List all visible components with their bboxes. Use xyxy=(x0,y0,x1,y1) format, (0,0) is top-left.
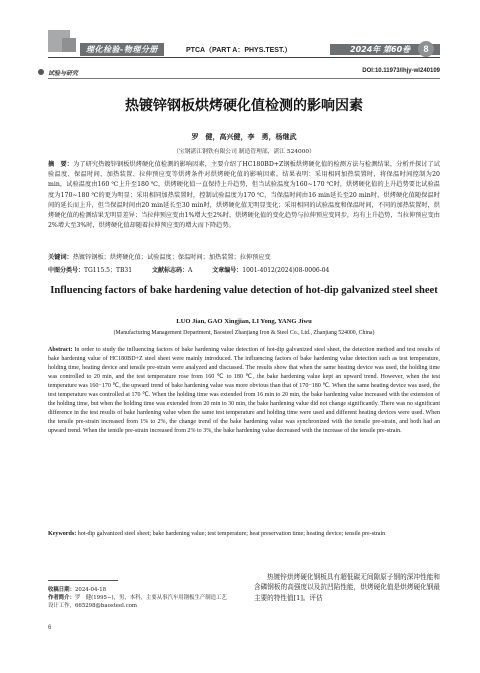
cn-abstract-text: 为了研究热镀锌钢板烘烤硬化值检测的影响因素，主要介绍了HC180BD+Z钢板烘烤硬化值的检测方法与检测结果，分析并探讨了试验温度、保温时间、加热装置、拉伸预应变等烘烤条件对烘烤硬化值的影响因素。结果表明：采用相同加热装置时，将保温时间控制为20 min，试验温度由160 ℃上升至180 ℃，烘烤硬化值一直保持上升趋势，但当试验温度为160~170 ℃时，烘烤硬化值的上升趋势要比试验温度为170~180 ℃的更为明显；采用相同加热装置时，控制试验温度为170 ℃，当保温时间由16 min延长至20 min时，烘烤硬化值随保温时间的延长而上升，但当保温时间由20 min延长至30 min时，烘烤硬化值无明显变化；采用相同的试验温度和保温时间，不同的加热装置时，烘烤硬化值的检测结果无明显差异；当拉伸预应变由1%增大至2%时，烘烤硬化值的变化趋势与拉伸预应变同步，均有上升趋势，当拉伸预应变由2%增大至3%时，烘烤硬化值却随着拉伸预应变的增大而下降趋势。 xyxy=(48,161,440,230)
footnote-rule xyxy=(48,580,118,581)
cn-affiliation: （宝钢湛江钢铁有限公司 制造管理部，湛江 524000） xyxy=(173,149,315,155)
volume-label: 2024年 第60卷 xyxy=(350,45,411,54)
author-bio: 罗 健(1995−)，男，本科，主要从事汽车用钢板生产制造工艺设计工作，665298@baosteel.com xyxy=(48,595,227,609)
en-affiliation: (Manufacturing Management Department, Baosteel Zhanjiang Iron & Steel Co., Ltd., Zhanjiang 524000, China) xyxy=(113,330,375,336)
body-text: 热镀锌烘烤硬化钢板具有超低碳无间隙原子钢的深冲性能和含磷钢板的高强度以及抗凹陷性能，烘烤硬化值是烘烤硬化钢最主要的特性值[1]。评估 xyxy=(254,573,440,602)
en-abstract-label: Abstract: xyxy=(48,347,73,353)
cn-classification xyxy=(48,265,440,274)
en-keywords xyxy=(48,530,440,539)
cn-keywords xyxy=(48,253,440,263)
journal-name: PTCA（PART A：PHYS.TEST.） xyxy=(186,47,292,54)
article-no-label: 文章编号： xyxy=(212,267,243,274)
journal-logo-block-secondary xyxy=(62,38,76,52)
en-title: Influencing factors of bake hardening value detection of hot-dip galvanized steel sheet xyxy=(50,285,438,296)
section-tag: 试验与研究 xyxy=(48,70,79,77)
en-keywords-text: hot-dip galvanized steel sheet; bake hardening value; test temperature; heat preservation time; heating device; tensile pre-strain xyxy=(77,531,386,537)
clc-label: 中图分类号： xyxy=(48,267,85,274)
doc-code-value: A xyxy=(187,267,193,274)
author-bio-label: 作者简介： xyxy=(48,595,75,601)
page-number: 6 xyxy=(48,625,52,631)
en-authors: LUO Jian, GAO Xingjian, LI Yong, YANG Jiwu xyxy=(176,318,312,325)
journal-section-title: 理化检验-物理分册 xyxy=(80,43,164,56)
en-abstract xyxy=(48,346,440,436)
en-abstract-text: In order to study the influencing factors of bake hardening value detection of hot-dip galvanized steel sheet, the detection method and test results of bake hardening value of HC180BD+Z steel sheet were mainly introduced. The influencing factors of bake hardening value detection such as test temperature, holding time, heating device and tensile pre-strain were analyzed and discussed. The results show that when the same heating device was used, the holding time was controlled to 20 min, and the test temperature rose from 160 ℃ to 180 ℃, the bake hardening value kept an upward trend. However, when the test temperature was 160−170 ℃, the upward trend of bake hardening value was more obvious than that of 170−180 ℃. When the same heating device was used, the test temperature was controlled at 170 ℃. When the holding time was extended from 16 min to 20 min, the bake hardening value increased with the extension of the holding time, but when the holding time was extended from 20 min to 30 min, the bake hardening value did not change significantly. There was no significant difference in the test results of bake hardening value when the same test temperature and holding time were used and different heating devices were used. When the tensile pre-strain increased from 1% to 2%, the change trend of the bake hardening value was synchronized with the tensile pre-strain, and both had an upward trend. When the tensile pre-strain increased from 2% to 3%, the bake hardening value decreased with the increase of the tensile pre-strain. xyxy=(48,347,440,435)
issue-badge: 8 xyxy=(418,41,434,57)
en-keywords-label: Keywords: xyxy=(48,531,77,537)
cn-keywords-text: 热镀锌钢板；烘烤硬化值；试验温度；保温时间；加热装置；拉伸预应变 xyxy=(72,254,271,261)
doc-code-label: 文献标志码： xyxy=(151,267,188,274)
received-date: 2024-04-18 xyxy=(74,587,107,593)
received-label: 收稿日期： xyxy=(48,587,75,593)
footnote xyxy=(48,586,228,610)
header-rule xyxy=(48,57,440,58)
cn-abstract xyxy=(48,160,440,231)
section-dot-icon xyxy=(38,69,44,75)
cn-title: 热镀锌钢板烘烤硬化值检测的影响因素 xyxy=(125,98,363,114)
doi-rule xyxy=(48,78,440,79)
article-no-value: 1001-4012(2024)08-0006-04 xyxy=(242,267,330,274)
cn-abstract-label: 摘 要： xyxy=(48,161,74,168)
cn-keywords-label: 关键词： xyxy=(48,254,73,261)
clc-value: TG115.5；TB31 xyxy=(84,267,133,274)
doi[interactable]: DOI:10.11973/lhjy-wl240109 xyxy=(362,68,440,74)
cn-authors: 罗 健，高兴健，李 勇，杨继武 xyxy=(191,133,297,141)
